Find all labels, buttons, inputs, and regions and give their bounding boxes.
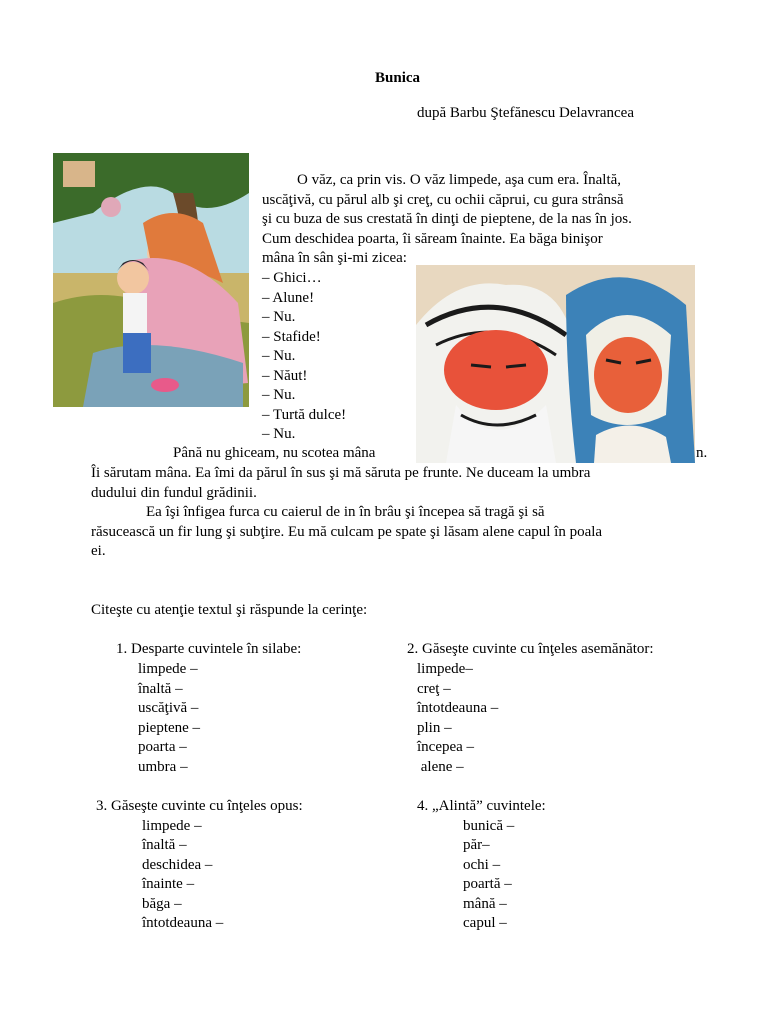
elderly-couple-illustration <box>416 265 695 463</box>
task-1-word: poarta – <box>138 739 187 755</box>
task-3-word: înaltă – <box>142 837 187 853</box>
task-3-word: limpede – <box>142 818 202 834</box>
dialogue-line: – Nu. <box>262 387 296 403</box>
task-1-heading: 1. Desparte cuvintele în silabe: <box>116 641 302 657</box>
task-4-word: poartă – <box>463 876 512 892</box>
instruction-line: Citeşte cu atenţie textul şi răspunde la cerinţe: <box>91 602 368 618</box>
task-4-word: capul – <box>463 915 507 931</box>
task-3-word: întotdeauna – <box>142 915 224 931</box>
dialogue-block <box>262 269 346 445</box>
paragraph-1-line-5: mâna în sân şi-mi zicea: <box>262 250 407 266</box>
task-4-word: păr– <box>463 837 490 853</box>
grandmother-child-illustration <box>53 153 249 407</box>
task-4-word: ochi – <box>463 857 501 873</box>
paragraph-2-start: Până nu ghiceam, nu scotea mâna <box>173 445 376 461</box>
task-1-word: uscăţivă – <box>138 700 199 716</box>
paragraph-2-end: n. <box>696 445 708 461</box>
task-1-word: limpede – <box>138 661 198 677</box>
task-2-word: întotdeauna – <box>417 700 499 716</box>
task-4-word: mână – <box>463 896 507 912</box>
dialogue-line: – Nu. <box>262 348 296 364</box>
task-2-word: alene – <box>417 759 464 775</box>
task-2-word: începea – <box>417 739 475 755</box>
dialogue-line: – Turtă dulce! <box>262 406 347 423</box>
task-2-word: creţ – <box>417 681 451 697</box>
dialogue-line: – Nu. <box>262 426 296 442</box>
paragraph-1-line-2: uscăţivă, cu părul alb şi creţ, cu ochii căprui, cu gura strânsă <box>262 192 624 208</box>
paragraph-3-line-3: ei. <box>91 543 106 559</box>
paragraph-1-line-4: Cum deschidea poarta, îi săream înainte. Ea băga binişor <box>262 231 603 247</box>
task-2-word: limpede– <box>417 661 473 677</box>
paragraph-1-line-3: şi cu buza de sus crestată în dinţi de pieptene, de la nas în jos. <box>262 211 632 227</box>
task-3-word: înainte – <box>142 876 195 892</box>
paragraph-2-line-3: dudului din fundul grădinii. <box>91 485 257 501</box>
paragraph-3-line-2: răsucească un fir lung şi subţire. Eu mă culcam pe spate şi lăsam alene capul în poala <box>91 524 603 540</box>
task-3-word: deschidea – <box>142 857 213 873</box>
paragraph-1-line-1: O văz, ca prin vis. O văz limpede, aşa cum era. Înaltă, <box>297 172 622 188</box>
dialogue-line: – Năut! <box>262 367 308 384</box>
paragraph-2-line-2: Îi sărutam mâna. Ea îmi da părul în sus şi mă săruta pe frunte. Ne duceam la umbra <box>91 465 591 481</box>
task-1-word: umbra – <box>138 759 188 775</box>
paragraph-3-line-1: Ea îşi înfigea furca cu caierul de in în brâu şi începea să tragă şi să <box>146 504 545 520</box>
dialogue-line: – Alune! <box>262 289 315 306</box>
task-4-heading: 4. „Alintă” cuvintele: <box>417 798 546 814</box>
author-line: după Barbu Ştefănescu Delavrancea <box>417 105 634 121</box>
task-1-word: pieptene – <box>138 720 201 736</box>
task-1-word: înaltă – <box>138 681 183 697</box>
task-3-heading: 3. Găseşte cuvinte cu înţeles opus: <box>96 798 303 814</box>
dialogue-line: – Ghici… <box>262 270 322 286</box>
task-3-word: băga – <box>142 896 182 912</box>
page-title: Bunica <box>375 70 421 86</box>
dialogue-line: – Stafide! <box>262 328 321 345</box>
dialogue-line: – Nu. <box>262 309 296 325</box>
task-2-word: plin – <box>417 720 452 736</box>
task-4-word: bunică – <box>463 818 515 834</box>
task-2-heading: 2. Găseşte cuvinte cu înţeles asemănător: <box>407 641 654 657</box>
